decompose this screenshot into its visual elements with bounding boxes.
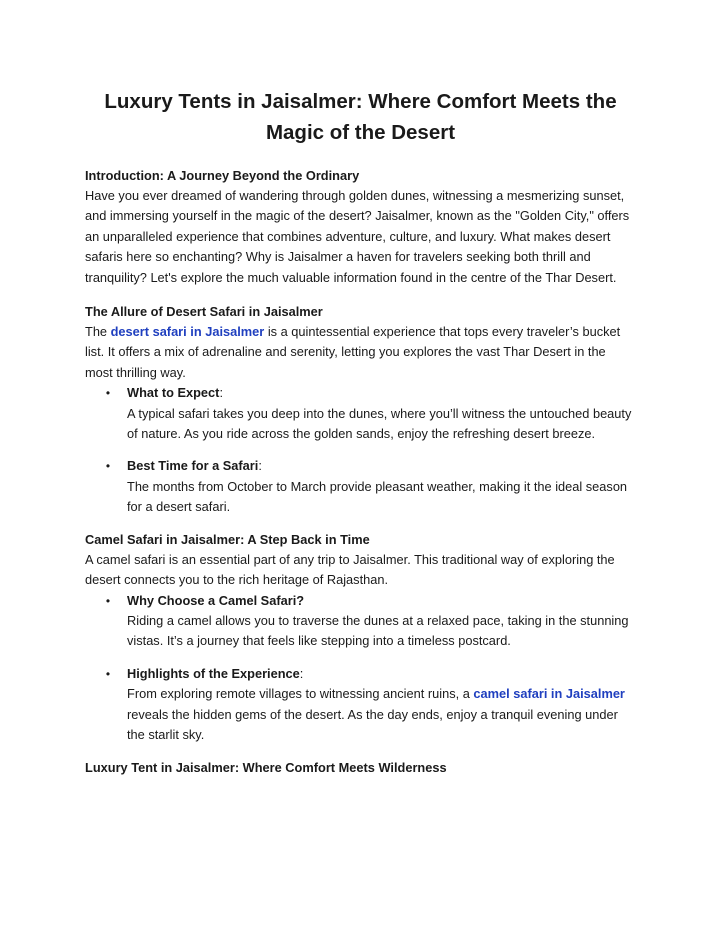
bullet-title: Highlights of the Experience <box>127 665 300 681</box>
allure-bullet-list <box>85 383 636 517</box>
bullet-suffix: : <box>258 458 262 474</box>
list-item <box>85 664 636 746</box>
bullet-text: A typical safari takes you deep into the dunes, where you’ll witness the untouched beauty of nature. As you ride across the golden sands, enjoy the refreshing desert breeze. <box>127 405 632 442</box>
allure-paragraph <box>85 322 636 383</box>
allure-text-before: The <box>85 324 111 340</box>
bullet-icon: • <box>105 666 111 681</box>
bullet-icon: • <box>105 459 111 474</box>
bullet-title: Why Choose a Camel Safari? <box>127 592 305 608</box>
intro-heading: Introduction: A Journey Beyond the Ordinary <box>85 168 360 183</box>
bullet-text-after: reveals the hidden gems of the desert. As the day ends, enjoy a tranquil evening under the starlit sky. <box>127 706 618 742</box>
list-item <box>85 456 636 517</box>
bullet-suffix: : <box>219 385 223 401</box>
allure-text-after: is a quintessential experience that tops every traveler’s bucket list. It offers a mix of adrenaline and serenity, letting you explores the vast Thar Desert in the most thrilling way. <box>85 324 621 380</box>
camel-bullet-list <box>85 591 636 746</box>
camel-safari-link[interactable]: camel safari in Jaisalmer <box>473 686 625 702</box>
bullet-text-before: From exploring remote villages to witnessing ancient ruins, a <box>127 686 474 702</box>
luxury-heading: Luxury Tent in Jaisalmer: Where Comfort Meets Wilderness <box>85 760 447 776</box>
bullet-suffix: : <box>299 665 304 681</box>
list-item <box>85 383 636 444</box>
desert-safari-link[interactable]: desert safari in Jaisalmer <box>110 324 265 340</box>
document-title: Luxury Tents in Jaisalmer: Where Comfort Meets the Magic of the Desert <box>104 90 617 144</box>
bullet-text: Riding a camel allows you to traverse the dunes at a relaxed pace, taking in the stunning vistas. It’s a journey that feels like stepping into a timeless postcard. <box>127 612 629 649</box>
bullet-icon: • <box>105 593 111 608</box>
camel-heading: Camel Safari in Jaisalmer: A Step Back in Time <box>85 531 370 547</box>
bullet-icon: • <box>105 386 111 401</box>
intro-paragraph: Have you ever dreamed of wandering through golden dunes, witnessing a mesmerizing sunset, and immersing yourself in the magic of the desert? Jaisalmer, known as the "Golden City," offers an unparalleled experience that combines adventure, culture, and luxury. What makes desert safaris here so enchanting? Why is Jaisalmer a haven for travelers seeking both thrill and tranquility? Let's explore the much valuable information found in the centre of the Thar Desert. <box>85 188 630 285</box>
bullet-title: What to Expect <box>127 385 220 401</box>
bullet-title: Best Time for a Safari <box>127 458 259 474</box>
bullet-text: The months from October to March provide pleasant weather, making it the ideal season for a desert safari. <box>127 478 628 515</box>
allure-heading: The Allure of Desert Safari in Jaisalmer <box>85 304 323 320</box>
list-item <box>85 591 636 652</box>
camel-paragraph: A camel safari is an essential part of any trip to Jaisalmer. This traditional way of exploring the desert connects you to the rich heritage of Rajasthan. <box>85 551 615 588</box>
